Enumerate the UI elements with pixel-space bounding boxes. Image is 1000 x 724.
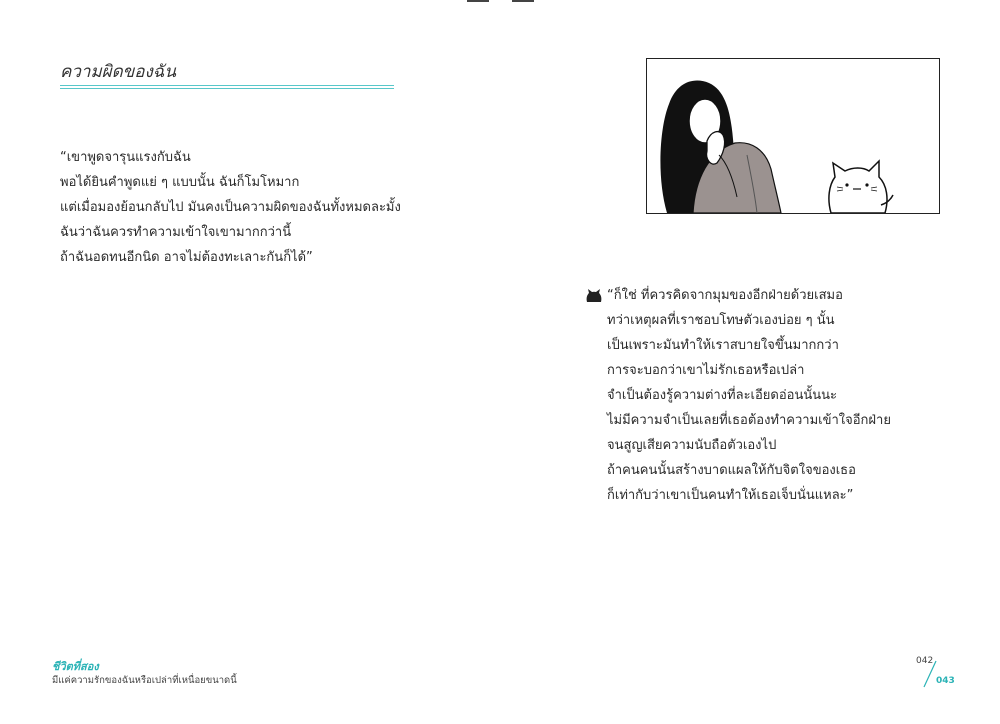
quote-line: พอได้ยินคำพูดแย่ ๆ แบบนั้น ฉันก็โมโหมาก [60,175,300,190]
footer-book-title: มีแค่ความรักของฉันหรือเปล่าที่เหนื่อยขนาดนี้ [52,675,237,686]
right-quote [607,283,947,508]
quote-line: ถ้าคนคนนั้นสร้างบาดแผลให้กับจิตใจของเธอ [607,463,856,478]
left-quote [60,145,420,270]
quote-line: จนสูญเสียความนับถือตัวเองไป [607,438,777,453]
section-heading: ความผิดของฉัน [60,62,177,82]
quote-line: “เขาพูดจารุนแรงกับฉัน [60,150,191,165]
footer-section-title: ชีวิตที่สอง [52,660,99,673]
quote-line: ฉันว่าฉันควรทำความเข้าใจเขามากกว่านี้ [60,225,292,240]
quote-line: แต่เมื่อมองย้อนกลับไป มันคงเป็นความผิดของฉันทั้งหมดละมั้ง [60,200,401,215]
page-number-right: 043 [936,676,955,686]
quote-line: ถ้าฉันอดทนอีกนิด อาจไม่ต้องทะเลาะกันก็ได้” [60,250,313,265]
heading-rule-top [60,85,394,86]
quote-line: ก็เท่ากับว่าเขาเป็นคนทำให้เธอเจ็บนั่นแหละ” [607,488,854,503]
quote-line: การจะบอกว่าเขาไม่รักเธอหรือเปล่า [607,363,805,378]
quote-line: ทว่าเหตุผลที่เราชอบโทษตัวเองบ่อย ๆ นั้น [607,313,835,328]
illustration-woman-and-cat [646,58,940,214]
cat-drawing [829,161,893,213]
quote-line: เป็นเพราะมันทำให้เราสบายใจขึ้นมากกว่า [607,338,839,353]
quote-line: จำเป็นต้องรู้ความต่างที่ละเอียดอ่อนนั้นนะ [607,388,838,403]
cat-head-icon [586,288,602,307]
quote-line: ไม่มีความจำเป็นเลยที่เธอต้องทำความเข้าใจอีกฝ่าย [607,413,891,428]
page-number-left: 042 [916,656,934,666]
quote-line: “ก็ใช่ ที่ควรคิดจากมุมของอีกฝ่ายด้วยเสมอ [607,288,843,303]
running-footer [52,660,237,688]
heading-rule-bottom [60,88,394,89]
